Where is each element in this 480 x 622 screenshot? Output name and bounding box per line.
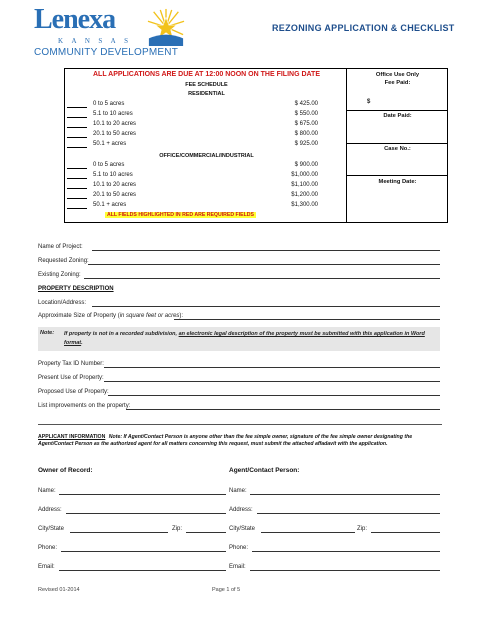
agent-phone-label: Phone: bbox=[229, 545, 249, 551]
existing-zoning-field[interactable] bbox=[84, 278, 440, 279]
owner-email-field[interactable] bbox=[59, 570, 226, 571]
checkbox-blank[interactable] bbox=[67, 147, 87, 148]
case-no-label: Case No.: bbox=[384, 146, 411, 152]
office-use-box bbox=[347, 68, 448, 223]
document-title: REZONING APPLICATION & CHECKLIST bbox=[272, 23, 455, 33]
present-use-label: Present Use of Property: bbox=[38, 375, 104, 381]
fee-paid-label: Fee Paid: bbox=[384, 80, 411, 86]
agent-zip-label: Zip: bbox=[357, 526, 368, 532]
divider bbox=[347, 110, 448, 111]
note-text: If property is not in a recorded subdivision, an electronic legal description of the property must be submitted with this application in Word format. bbox=[64, 331, 425, 346]
checkbox-blank[interactable] bbox=[67, 127, 87, 128]
checkbox-blank[interactable] bbox=[67, 198, 87, 199]
revision-date: Revised 01-2014 bbox=[38, 587, 80, 593]
tax-id-label: Property Tax ID Number: bbox=[38, 361, 104, 367]
legal-description-note bbox=[38, 327, 440, 351]
applicant-note: APPLICANT INFORMATION Note: If Agent/Contact Person is anyone other than the fee simple owner, signature of the fee simple owner designating the Agent/Contact Person as the authorized agent for all matters concerning this request, must submit the attached affadavit with the application. bbox=[38, 434, 413, 448]
owner-phone-field[interactable] bbox=[61, 551, 226, 552]
logo-state: KANSAS bbox=[58, 37, 137, 45]
fee-row: 0 to 5 acres $ 425.00 bbox=[67, 101, 345, 111]
agent-city-label: City/State bbox=[229, 526, 256, 532]
tax-id-field[interactable] bbox=[104, 367, 440, 368]
owner-city-label: City/State bbox=[38, 526, 65, 532]
proposed-use-label: Proposed Use of Property: bbox=[38, 389, 109, 395]
fee-row: 5.1 to 10 acres $1,000.00 bbox=[67, 172, 345, 182]
residential-heading: RESIDENTIAL bbox=[188, 91, 225, 97]
divider bbox=[347, 143, 448, 144]
checkbox-blank[interactable] bbox=[67, 208, 87, 209]
owner-email-label: Email: bbox=[38, 564, 55, 570]
owner-phone-label: Phone: bbox=[38, 545, 58, 551]
fee-row: 20.1 to 50 acres $ 800.00 bbox=[67, 131, 345, 141]
logo-wordmark: Lenexa bbox=[34, 4, 116, 35]
divider bbox=[347, 175, 448, 176]
agent-email-label: Email: bbox=[229, 564, 246, 570]
requested-zoning-field[interactable] bbox=[88, 264, 440, 265]
agent-address-field[interactable] bbox=[257, 513, 440, 514]
meeting-date-label: Meeting Date: bbox=[378, 179, 417, 185]
fee-row: 10.1 to 20 acres $1,100.00 bbox=[67, 182, 345, 192]
fee-row: 50.1 + acres $1,300.00 bbox=[67, 202, 345, 212]
fee-row: 0 to 5 acres $ 900.00 bbox=[67, 162, 345, 172]
fee-row: 20.1 to 50 acres $1,200.00 bbox=[67, 192, 345, 202]
date-paid-label: Date Paid: bbox=[383, 113, 412, 119]
agent-email-field[interactable] bbox=[250, 570, 440, 571]
checkbox-blank[interactable] bbox=[67, 178, 87, 179]
proposed-use-field[interactable] bbox=[108, 395, 440, 396]
address-label: Location/Address: bbox=[38, 300, 87, 306]
checkbox-blank[interactable] bbox=[67, 168, 87, 169]
logo-department: COMMUNITY DEVELOPMENT bbox=[34, 47, 179, 58]
agent-name-label: Name: bbox=[229, 488, 247, 494]
address-field[interactable] bbox=[92, 306, 440, 307]
commercial-heading: OFFICE/COMMERCIAL/INDUSTRIAL bbox=[159, 153, 254, 159]
owner-name-field[interactable] bbox=[59, 494, 226, 495]
fee-schedule-box bbox=[64, 68, 347, 223]
checkbox-blank[interactable] bbox=[67, 188, 87, 189]
project-name-field[interactable] bbox=[92, 250, 440, 251]
fee-row: 5.1 to 10 acres $ 550.00 bbox=[67, 111, 345, 121]
fee-row: 50.1 + acres $ 925.00 bbox=[67, 141, 345, 151]
checkbox-blank[interactable] bbox=[67, 117, 87, 118]
note-label: Note: bbox=[40, 330, 55, 336]
improvements-label: List improvements on the property: bbox=[38, 403, 131, 409]
checkbox-blank[interactable] bbox=[67, 107, 87, 108]
requested-zoning-label: Requested Zoning: bbox=[38, 258, 89, 264]
present-use-field[interactable] bbox=[104, 381, 440, 382]
property-size-label: Approximate Size of Property (in square feet or acres): bbox=[38, 313, 184, 319]
agent-name-field[interactable] bbox=[250, 494, 440, 495]
fee-schedule-heading: FEE SCHEDULE bbox=[185, 82, 228, 88]
owner-zip-label: Zip: bbox=[172, 526, 183, 532]
section-divider bbox=[38, 424, 442, 425]
agent-heading: Agent/Contact Person: bbox=[229, 467, 300, 474]
owner-address-label: Address: bbox=[38, 507, 62, 513]
owner-zip-field[interactable] bbox=[186, 532, 226, 533]
fee-row: 10.1 to 20 acres $ 675.00 bbox=[67, 121, 345, 131]
owner-address-field[interactable] bbox=[66, 513, 226, 514]
agent-city-field[interactable] bbox=[261, 532, 355, 533]
property-section-heading: PROPERTY DESCRIPTION bbox=[38, 286, 114, 292]
owner-city-field[interactable] bbox=[70, 532, 168, 533]
required-fields-note: ALL FIELDS HIGHLIGHTED IN RED ARE REQUIRED FIELDS bbox=[107, 212, 254, 218]
project-name-label: Name of Project: bbox=[38, 244, 83, 250]
dollar-sign: $ bbox=[367, 99, 371, 105]
office-use-heading: Office Use Only bbox=[375, 72, 420, 78]
agent-phone-field[interactable] bbox=[252, 551, 440, 552]
owner-name-label: Name: bbox=[38, 488, 56, 494]
improvements-field[interactable] bbox=[126, 409, 440, 410]
existing-zoning-label: Existing Zoning: bbox=[38, 272, 81, 278]
agent-zip-field[interactable] bbox=[371, 532, 440, 533]
agent-address-label: Address: bbox=[229, 507, 253, 513]
deadline-notice: ALL APPLICATIONS ARE DUE AT 12:00 NOON ON THE FILING DATE bbox=[93, 71, 320, 78]
owner-heading: Owner of Record: bbox=[38, 467, 93, 474]
page-number: Page 1 of 5 bbox=[212, 587, 241, 593]
sun-star-icon bbox=[147, 8, 185, 46]
checkbox-blank[interactable] bbox=[67, 137, 87, 138]
property-size-field[interactable] bbox=[174, 319, 440, 320]
